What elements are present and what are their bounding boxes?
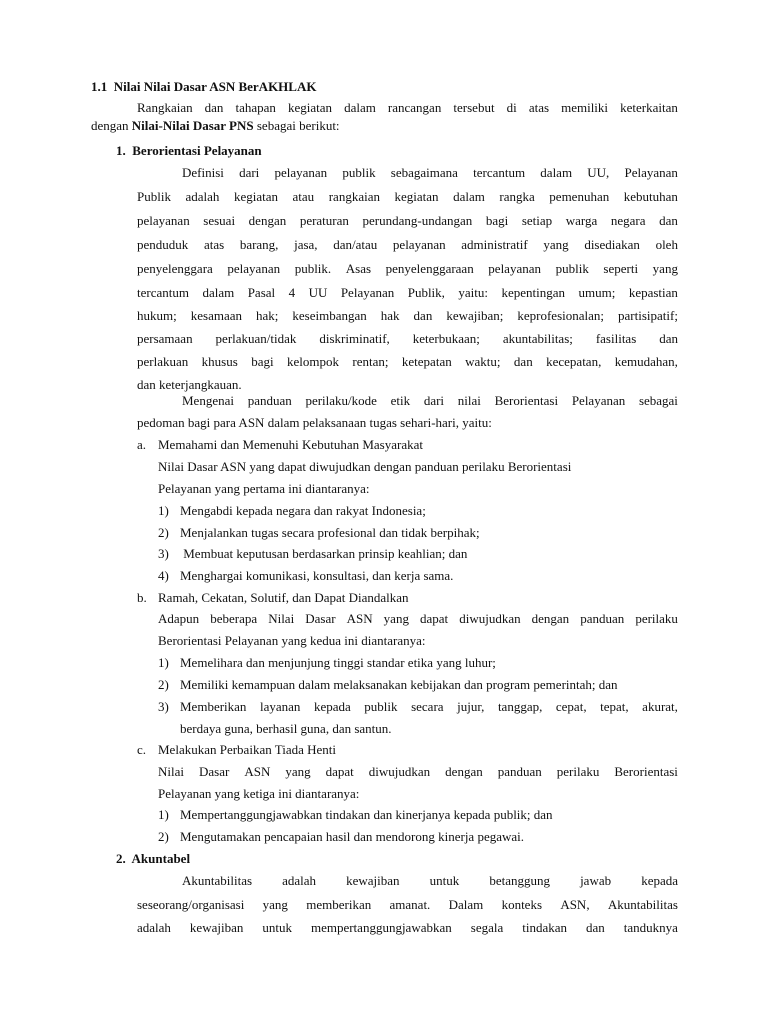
item-c-intro-1: Nilai Dasar ASN yang dapat diwujudkan dengan panduan perilaku Berorientasi	[158, 764, 678, 779]
item-a-intro-2: Pelayanan yang pertama ini diantaranya:	[158, 481, 370, 496]
list-a-number: 1)	[158, 503, 169, 518]
item-b-text-1: Memelihara dan menjunjung tinggi standar etika yang luhur;	[180, 655, 496, 670]
intro-bold-term: Nilai-Nilai Dasar PNS	[131, 118, 254, 133]
akuntabel-line-1: Akuntabilitas adalah kewajiban untuk betanggung jawab kepada	[182, 873, 678, 888]
definition-line: penduduk atas barang, jasa, dan/atau pelayanan administratif yang disediakan oleh	[137, 237, 678, 252]
heading-number: 1.1	[91, 79, 108, 94]
akuntabel-line-2: seseorang/organisasi yang memberikan amanat. Dalam konteks ASN, Akuntabilitas	[137, 897, 678, 912]
item-b-letter: b.	[137, 590, 147, 605]
item-b-text-2: Memiliki kemampuan dalam melaksanakan kebijakan dan program pemerintah; dan	[180, 677, 618, 692]
definition-line: persamaan perlakuan/tidak diskriminatif, keterbukaan; akuntabilitas; fasilitas dan	[137, 331, 678, 346]
list-a-text: Menjalankan tugas secara profesional dan tidak berpihak;	[180, 525, 480, 540]
subsection-heading-2: 2. Akuntabel	[116, 851, 191, 866]
item-b-num-3: 3)	[158, 699, 169, 714]
guide-line: pedoman bagi para ASN dalam pelaksanaan tugas sehari-hari, yaitu:	[137, 415, 492, 430]
list-a-text: Menghargai komunikasi, konsultasi, dan kerja sama.	[180, 568, 454, 583]
intro-line-2: dengan Nilai-Nilai Dasar PNS sebagai berikut:	[91, 118, 340, 133]
item-c-title: Melakukan Perbaikan Tiada Henti	[158, 742, 336, 757]
item-c-num-2: 2)	[158, 829, 169, 844]
list-a-number: 4)	[158, 568, 169, 583]
item-c-num-1: 1)	[158, 807, 169, 822]
guide-line: Mengenai panduan perilaku/kode etik dari nilai Berorientasi Pelayanan sebagai	[182, 393, 678, 408]
definition-line: dan keterjangkauan.	[137, 377, 242, 392]
item-b-intro-1: Adapun beberapa Nilai Dasar ASN yang dapat diwujudkan dengan panduan perilaku	[158, 611, 678, 626]
item-a-intro-1: Nilai Dasar ASN yang dapat diwujudkan dengan panduan perilaku Berorientasi	[158, 459, 572, 474]
definition-line: hukum; kesamaan hak; keseimbangan hak dan kewajiban; keprofesionalan; partisipatif;	[137, 308, 678, 323]
item-b-text-3b: berdaya guna, berhasil guna, dan santun.	[180, 721, 392, 736]
item-b-num-1: 1)	[158, 655, 169, 670]
item-b-title: Ramah, Cekatan, Solutif, dan Dapat Diandalkan	[158, 590, 409, 605]
item-b-intro-2: Berorientasi Pelayanan yang kedua ini diantaranya:	[158, 633, 426, 648]
item-c-text-2: Mengutamakan pencapaian hasil dan mendorong kinerja pegawai.	[180, 829, 525, 844]
definition-line: perlakuan khusus bagi kelompok rentan; ketepatan waktu; dan kecepatan, kemudahan,	[137, 354, 678, 369]
heading-title: Nilai Nilai Dasar ASN BerAKHLAK	[113, 79, 317, 94]
section-heading	[91, 79, 316, 95]
definition-line: penyelenggara pelayanan publik. Asas penyelenggaraan pelayanan publik seperti yang	[137, 261, 678, 276]
list-a-text: Mengabdi kepada negara dan rakyat Indonesia;	[180, 503, 426, 518]
item-c-text-1: Mempertanggungjawabkan tindakan dan kinerjanya kepada publik; dan	[180, 807, 553, 822]
item-a-title: Memahami dan Memenuhi Kebutuhan Masyarakat	[158, 437, 423, 452]
item-b-num-2: 2)	[158, 677, 169, 692]
list-a-number: 2)	[158, 525, 169, 540]
item-c-intro-2: Pelayanan yang ketiga ini diantaranya:	[158, 786, 360, 801]
intro-line-1: Rangkaian dan tahapan kegiatan dalam rancangan tersebut di atas memiliki keterkaitan	[137, 100, 678, 115]
akuntabel-line-3: adalah kewajiban untuk mempertanggungjawabkan segala tindakan dan tanduknya	[137, 920, 678, 935]
definition-line: tercantum dalam Pasal 4 UU Pelayanan Publik, yaitu: kepentingan umum; kepastian	[137, 285, 678, 300]
list-a-number: 3)	[158, 546, 169, 561]
subsection-heading-1: 1. Berorientasi Pelayanan	[116, 143, 262, 158]
definition-line: Definisi dari pelayanan publik sebagaimana tercantum dalam UU, Pelayanan	[182, 165, 678, 180]
definition-line: Publik adalah kegiatan atau rangkaian kegiatan dalam rangka pemenuhan kebutuhan	[137, 189, 678, 204]
definition-line: pelayanan sesuai dengan peraturan perundang-undangan bagi setiap warga negara dan	[137, 213, 678, 228]
item-a-letter: a.	[137, 437, 147, 452]
item-c-letter: c.	[137, 742, 147, 757]
item-b-text-3: Memberikan layanan kepada publik secara jujur, tanggap, cepat, tepat, akurat,	[180, 699, 678, 714]
list-a-text: Membuat keputusan berdasarkan prinsip keahlian; dan	[180, 546, 468, 561]
